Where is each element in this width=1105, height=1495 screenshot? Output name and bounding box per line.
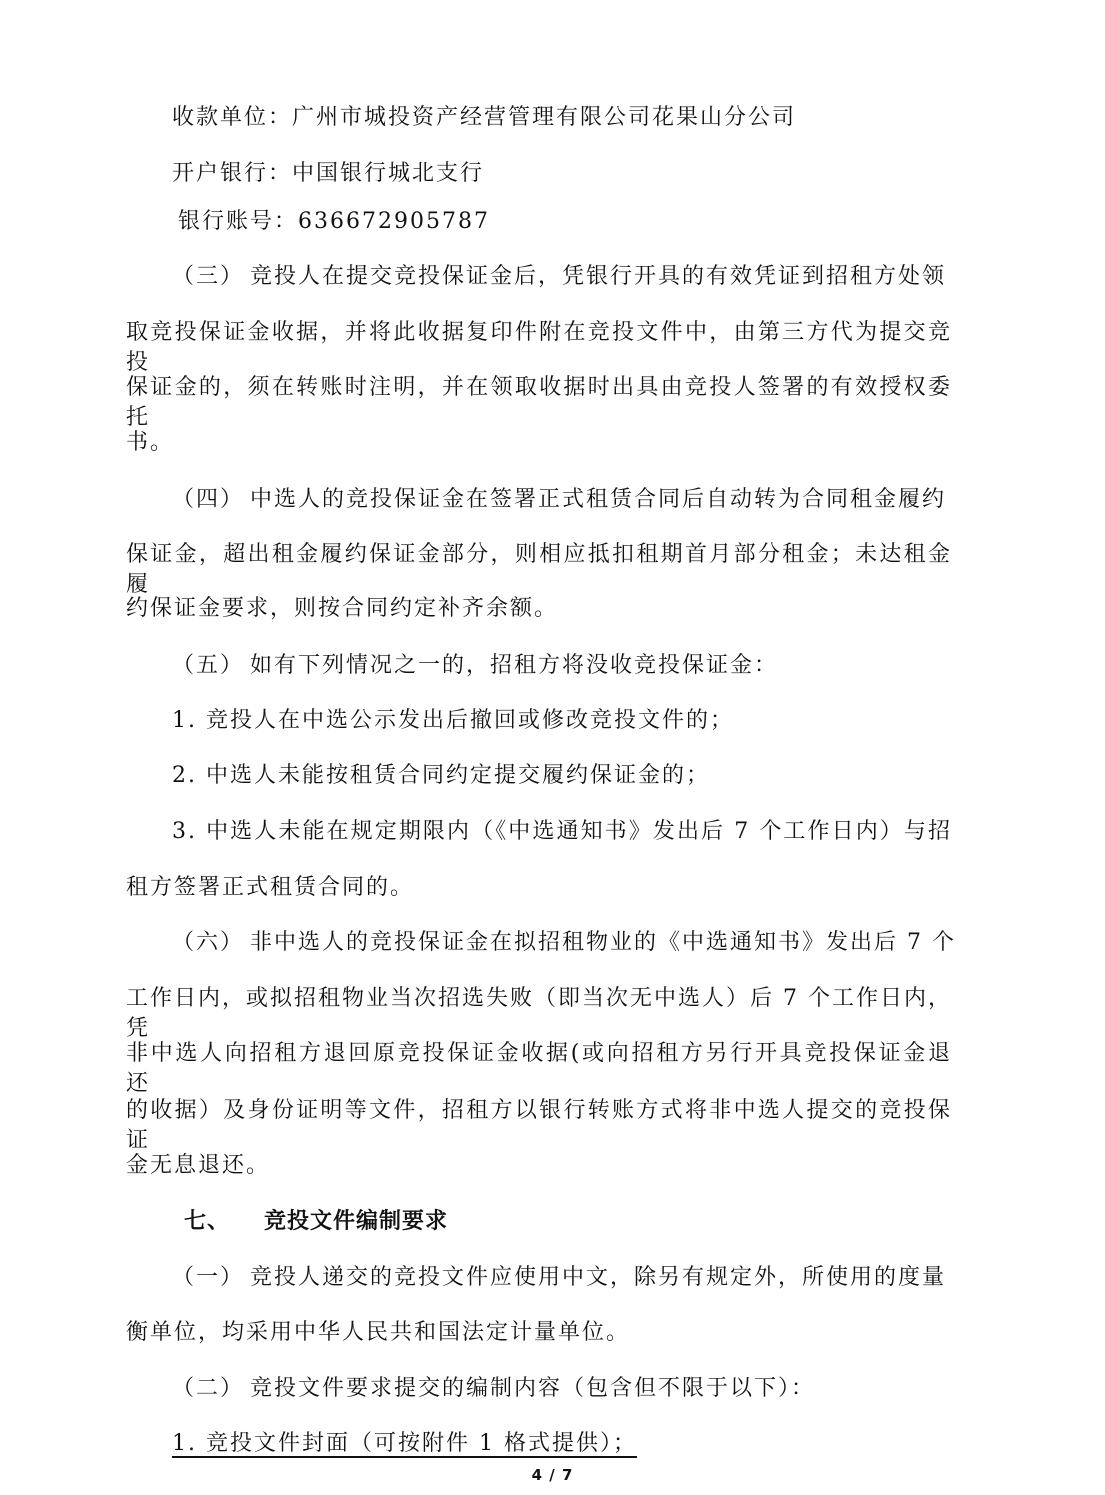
sec6-text-4: 的收据）及身份证明等文件，招租方以银行转账方式将非中选人提交的竞投保证 [126, 1098, 952, 1153]
sec4-text-2: 保证金，超出租金履约保证金部分，则相应抵扣租期首月部分租金；未达租金履 [126, 542, 952, 597]
sec6-mark: （六） [172, 930, 245, 955]
section-heading-7 [184, 1207, 448, 1237]
heading-7-number: 七、 [184, 1209, 231, 1234]
sec5-item-3a: 3. 中选人未能在规定期限内（《中选通知书》发出后 7 个工作日内）与招 [172, 819, 952, 844]
sec7-2-text-1: 竞投文件要求提交的编制内容（包含但不限于以下）： [250, 1376, 816, 1401]
sec3-first-line [172, 262, 946, 292]
heading-7-title: 竞投文件编制要求 [264, 1209, 449, 1234]
sec5-text-1: 如有下列情况之一的，招租方将没收竞投保证金： [250, 653, 779, 678]
sec6-text-2: 工作日内，或拟招租物业当次招选失败（即当次无中选人）后 7 个工作日内，凭 [126, 986, 952, 1041]
sec3-text-3: 保证金的，须在转账时注明，并在领取收据时出具由竞投人签署的有效授权委托 [126, 375, 952, 430]
sec4-text-1: 中选人的竞投保证金在签署正式租赁合同后自动转为合同租金履约 [250, 487, 947, 512]
page-number: 4 / 7 [531, 1466, 574, 1484]
sec5-first-line [172, 651, 778, 681]
sec7-2-mark: （二） [172, 1376, 245, 1401]
sec4-text-3: 约保证金要求，则按合同约定补齐余额。 [126, 596, 559, 621]
sec7-1-mark: （一） [172, 1265, 245, 1290]
sec3-text-1: 竞投人在提交竞投保证金后，凭银行开具的有效凭证到招租方处领 [250, 264, 947, 289]
sec3-text-4: 书。 [126, 430, 175, 455]
sec6-text-5: 金无息退还。 [126, 1153, 271, 1178]
sec3-text-2: 取竞投保证金收据，并将此收据复印件附在竞投文件中，由第三方代为提交竞投 [126, 320, 952, 375]
sec6-text-1: 非中选人的竞投保证金在拟招租物业的《中选通知书》发出后 7 个 [250, 930, 956, 955]
sec5-item-3b: 租方签署正式租赁合同的。 [126, 875, 415, 900]
sec6-text-3: 非中选人向招租方退回原竞投保证金收据(或向招租方另行开具竞投保证金退还 [126, 1041, 952, 1096]
sec5-item-2: 2. 中选人未能按租赁合同约定提交履约保证金的； [172, 763, 710, 788]
sec6-first-line [172, 928, 956, 958]
sec4-mark: （四） [172, 487, 245, 512]
sec7-1-text-1: 竞投人递交的竞投文件应使用中文，除另有规定外，所使用的度量 [250, 1265, 947, 1290]
sec7-2-item-1 [172, 1429, 637, 1459]
sec3-mark: （三） [172, 264, 245, 289]
bank-line: 开户银行：中国银行城北支行 [172, 161, 485, 186]
sec5-mark: （五） [172, 653, 245, 678]
sec4-first-line [172, 485, 946, 515]
sec7-1-text-2: 衡单位，均采用中华人民共和国法定计量单位。 [126, 1320, 631, 1345]
sec7-2-first-line [172, 1374, 815, 1404]
account-line: 银行账号：636672905787 [178, 209, 490, 234]
sec7-2-item-1-text: 1. 竞投文件封面（可按附件 1 格式提供）； [172, 1431, 637, 1456]
payee-line: 收款单位：广州市城投资产经营管理有限公司花果山分公司 [172, 105, 797, 130]
sec5-item-1: 1. 竞投人在中选公示发出后撤回或修改竞投文件的； [172, 708, 734, 733]
sec7-1-first-line [172, 1263, 946, 1293]
